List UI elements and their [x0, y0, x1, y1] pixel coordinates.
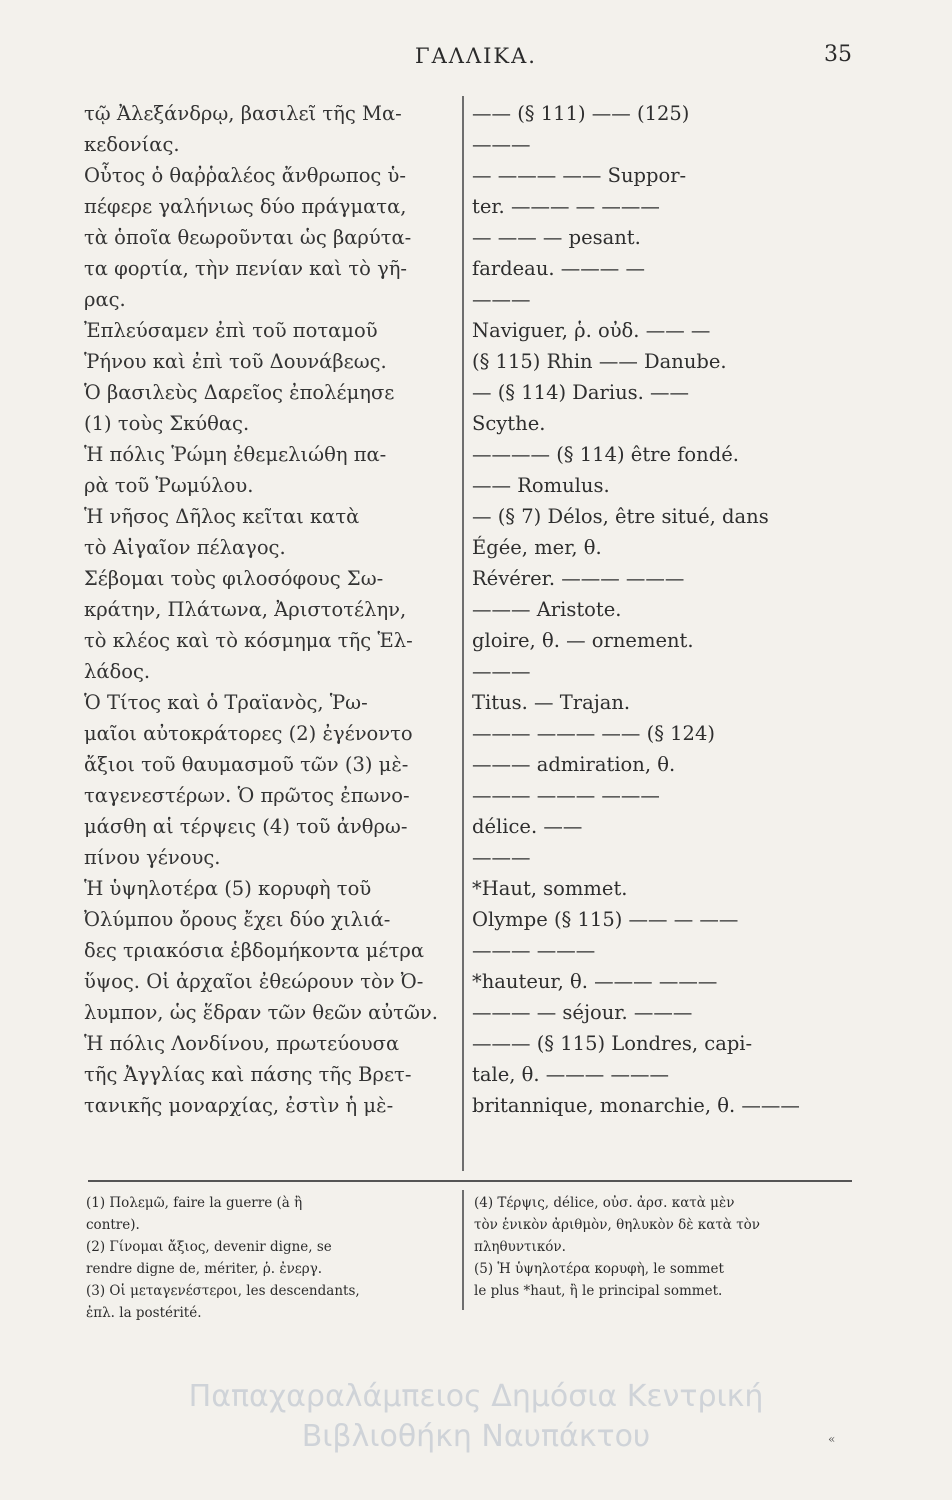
gloss-line: ———	[472, 660, 531, 683]
text-line: τὰ ὁποῖα θεωροῦνται ὡς βαρύτα-	[84, 226, 412, 249]
gloss-line: ———	[472, 846, 531, 869]
gloss-line: ——— ——— ———	[472, 784, 660, 807]
text-line: Ῥήνου καὶ ἐπὶ τοῦ Δουνάβεως.	[84, 350, 387, 373]
gloss-line: ——— admiration, θ.	[472, 753, 676, 776]
gloss-line: *Haut, sommet.	[472, 877, 628, 900]
text-line: μαῖοι αὐτοκράτορες (2) ἐγένοντο	[84, 722, 413, 745]
gloss-line: Olympe (§ 115) —— — ——	[472, 908, 739, 931]
gloss-line: ——— ——— —— (§ 124)	[472, 722, 715, 745]
page-number: 35	[824, 42, 852, 67]
text-line: ρὰ τοῦ Ῥωμύλου.	[84, 474, 254, 497]
text-line: Σέβομαι τοὺς φιλοσόφους Σω-	[84, 567, 384, 590]
french-gloss-column	[472, 98, 848, 1121]
gloss-line: Scythe.	[472, 412, 546, 435]
gloss-line: ——— — séjour. ———	[472, 1001, 693, 1024]
text-line: Ἡ πόλις Λονδίνου, πρωτεύουσα	[84, 1032, 400, 1055]
gloss-line: délice. ——	[472, 815, 583, 838]
text-line: Ὁ Τίτος καὶ ὁ Τραϊανὸς, Ῥω-	[84, 691, 368, 714]
gloss-line: gloire, θ. — ornement.	[472, 629, 694, 652]
text-line: Ἡ ὑψηλοτέρα (5) κορυφὴ τοῦ	[84, 877, 372, 900]
text-line: κεδονίας.	[84, 133, 180, 156]
gloss-line: Révérer. ——— ———	[472, 567, 685, 590]
gloss-line: — (§ 114) Darius. ——	[472, 381, 690, 404]
greek-text-column	[84, 98, 456, 1121]
text-line: πίνου γένους.	[84, 846, 221, 869]
text-line: δες τριακόσια ἑβδομήκοντα μέτρα	[84, 939, 424, 962]
footnote-line: rendre digne de, mériter, ῥ. ἐνεργ.	[86, 1261, 323, 1277]
footnote-line: (1) Πολεμῶ, faire la guerre (à ἢ	[86, 1195, 303, 1211]
text-line: τῷ Ἀλεξάνδρῳ, βασιλεῖ τῆς Μα-	[84, 102, 402, 125]
footnote-line: (5) Ἡ ὑψηλοτέρα κορυφὴ, le sommet	[474, 1261, 724, 1277]
text-line: τανικῆς μοναρχίας, ἐστὶν ἡ μὲ-	[84, 1094, 394, 1117]
text-line: Οὗτος ὁ θαῤῥαλέος ἄνθρωπος ὑ-	[84, 164, 406, 187]
footnotes-right	[474, 1192, 854, 1302]
gloss-line: —— (§ 111) —— (125)	[472, 102, 690, 125]
corner-mark: «	[828, 1432, 836, 1446]
text-line: λάδος.	[84, 660, 151, 683]
footnote-line: πληθυντικόν.	[474, 1239, 566, 1255]
text-line: ρας.	[84, 288, 126, 311]
text-line: Ὀλύμπου ὄρους ἔχει δύο χιλιά-	[84, 908, 391, 931]
gloss-line: Titus. — Trajan.	[472, 691, 631, 714]
footnote-line: le plus *haut, ἢ le principal sommet.	[474, 1283, 723, 1299]
text-line: Ἡ νῆσος Δῆλος κεῖται κατὰ	[84, 505, 360, 528]
footnote-line: contre).	[86, 1217, 140, 1233]
text-line: λυμπον, ὡς ἕδραν τῶν θεῶν αὐτῶν.	[84, 1001, 438, 1024]
text-line: τα φορτία, τὴν πενίαν καὶ τὸ γῆ-	[84, 257, 408, 280]
text-line: ταγενεστέρων. Ὁ πρῶτος ἐπωνο-	[84, 784, 410, 807]
footnote-divider	[462, 1190, 464, 1310]
text-line: Ἐπλεύσαμεν ἐπὶ τοῦ ποταμοῦ	[84, 319, 378, 342]
gloss-line: — —— — pesant.	[472, 226, 641, 249]
footnote-line: (4) Τέρψις, délice, οὐσ. ἀρσ. κατὰ μὲν	[474, 1195, 735, 1211]
footnote-line: τὸν ἑνικὸν ἀριθμὸν, θηλυκὸν δὲ κατὰ τὸν	[474, 1217, 761, 1233]
text-line: τὸ κλέος καὶ τὸ κόσμημα τῆς Ἑλ-	[84, 629, 413, 652]
footnote-line: ἐπλ. la postérité.	[86, 1305, 202, 1321]
gloss-line: *hauteur, θ. ——— ———	[472, 970, 718, 993]
footnote-separator	[88, 1180, 852, 1182]
gloss-line: ter. ——— — ———	[472, 195, 660, 218]
gloss-line: Naviguer, ῥ. οὐδ. —— —	[472, 319, 711, 342]
gloss-line: ——— ———	[472, 939, 596, 962]
text-line: μάσθη αἱ τέρψεις (4) τοῦ ἀνθρω-	[84, 815, 408, 838]
gloss-line: — (§ 7) Délos, être situé, dans	[472, 505, 769, 528]
text-line: κράτην, Πλάτωνα, Ἀριστοτέλην,	[84, 598, 407, 621]
text-line: Ὁ βασιλεὺς Δαρεῖος ἐπολέμησε	[84, 381, 395, 404]
library-watermark: Βιβλιοθήκη Ναυπάκτου	[301, 1419, 651, 1454]
gloss-line: (§ 115) Rhin —— Danube.	[472, 350, 727, 373]
footnotes-left	[86, 1192, 454, 1324]
gloss-line: ——— Aristote.	[472, 598, 622, 621]
text-line: τὸ Αἰγαῖον πέλαγος.	[84, 536, 286, 559]
gloss-line: ———	[472, 288, 531, 311]
footnote-line: (2) Γίνομαι ἄξιος, devenir digne, se	[86, 1239, 332, 1255]
text-line: ἄξιοι τοῦ θαυμασμοῦ τῶν (3) μὲ-	[84, 753, 409, 776]
text-line: ὕψος. Οἱ ἀρχαῖοι ἐθεώρουν τὸν Ὀ-	[84, 970, 424, 993]
gloss-line: —— Romulus.	[472, 474, 610, 497]
gloss-line: tale, θ. ——— ———	[472, 1063, 669, 1086]
text-line: πέφερε γαλήνιως δύο πράγματα,	[84, 195, 407, 218]
text-line: Ἡ πόλις Ῥώμη ἐθεμελιώθη πα-	[84, 443, 387, 466]
gloss-line: ——— (§ 115) Londres, capi-	[472, 1032, 753, 1055]
gloss-line: ———	[472, 133, 531, 156]
library-watermark: Παπαχαραλάμπειος Δημόσια Κεντρική	[188, 1379, 764, 1414]
gloss-line: Égée, mer, θ.	[472, 536, 602, 559]
gloss-line: — ——— —— Suppor-	[472, 164, 687, 187]
footnote-line: (3) Οἱ μεταγενέστεροι, les descendants,	[86, 1283, 360, 1299]
gloss-line: fardeau. ——— —	[472, 257, 645, 280]
column-divider	[462, 96, 464, 1171]
text-line: τῆς Ἀγγλίας καὶ πάσης τῆς Βρετ-	[84, 1063, 412, 1086]
running-title: ΓΑΛΛΙΚΑ.	[415, 44, 537, 68]
text-line: (1) τοὺς Σκύθας.	[84, 412, 250, 435]
gloss-line: britannique, monarchie, θ. ———	[472, 1094, 800, 1117]
gloss-line: ———— (§ 114) être fondé.	[472, 443, 739, 466]
